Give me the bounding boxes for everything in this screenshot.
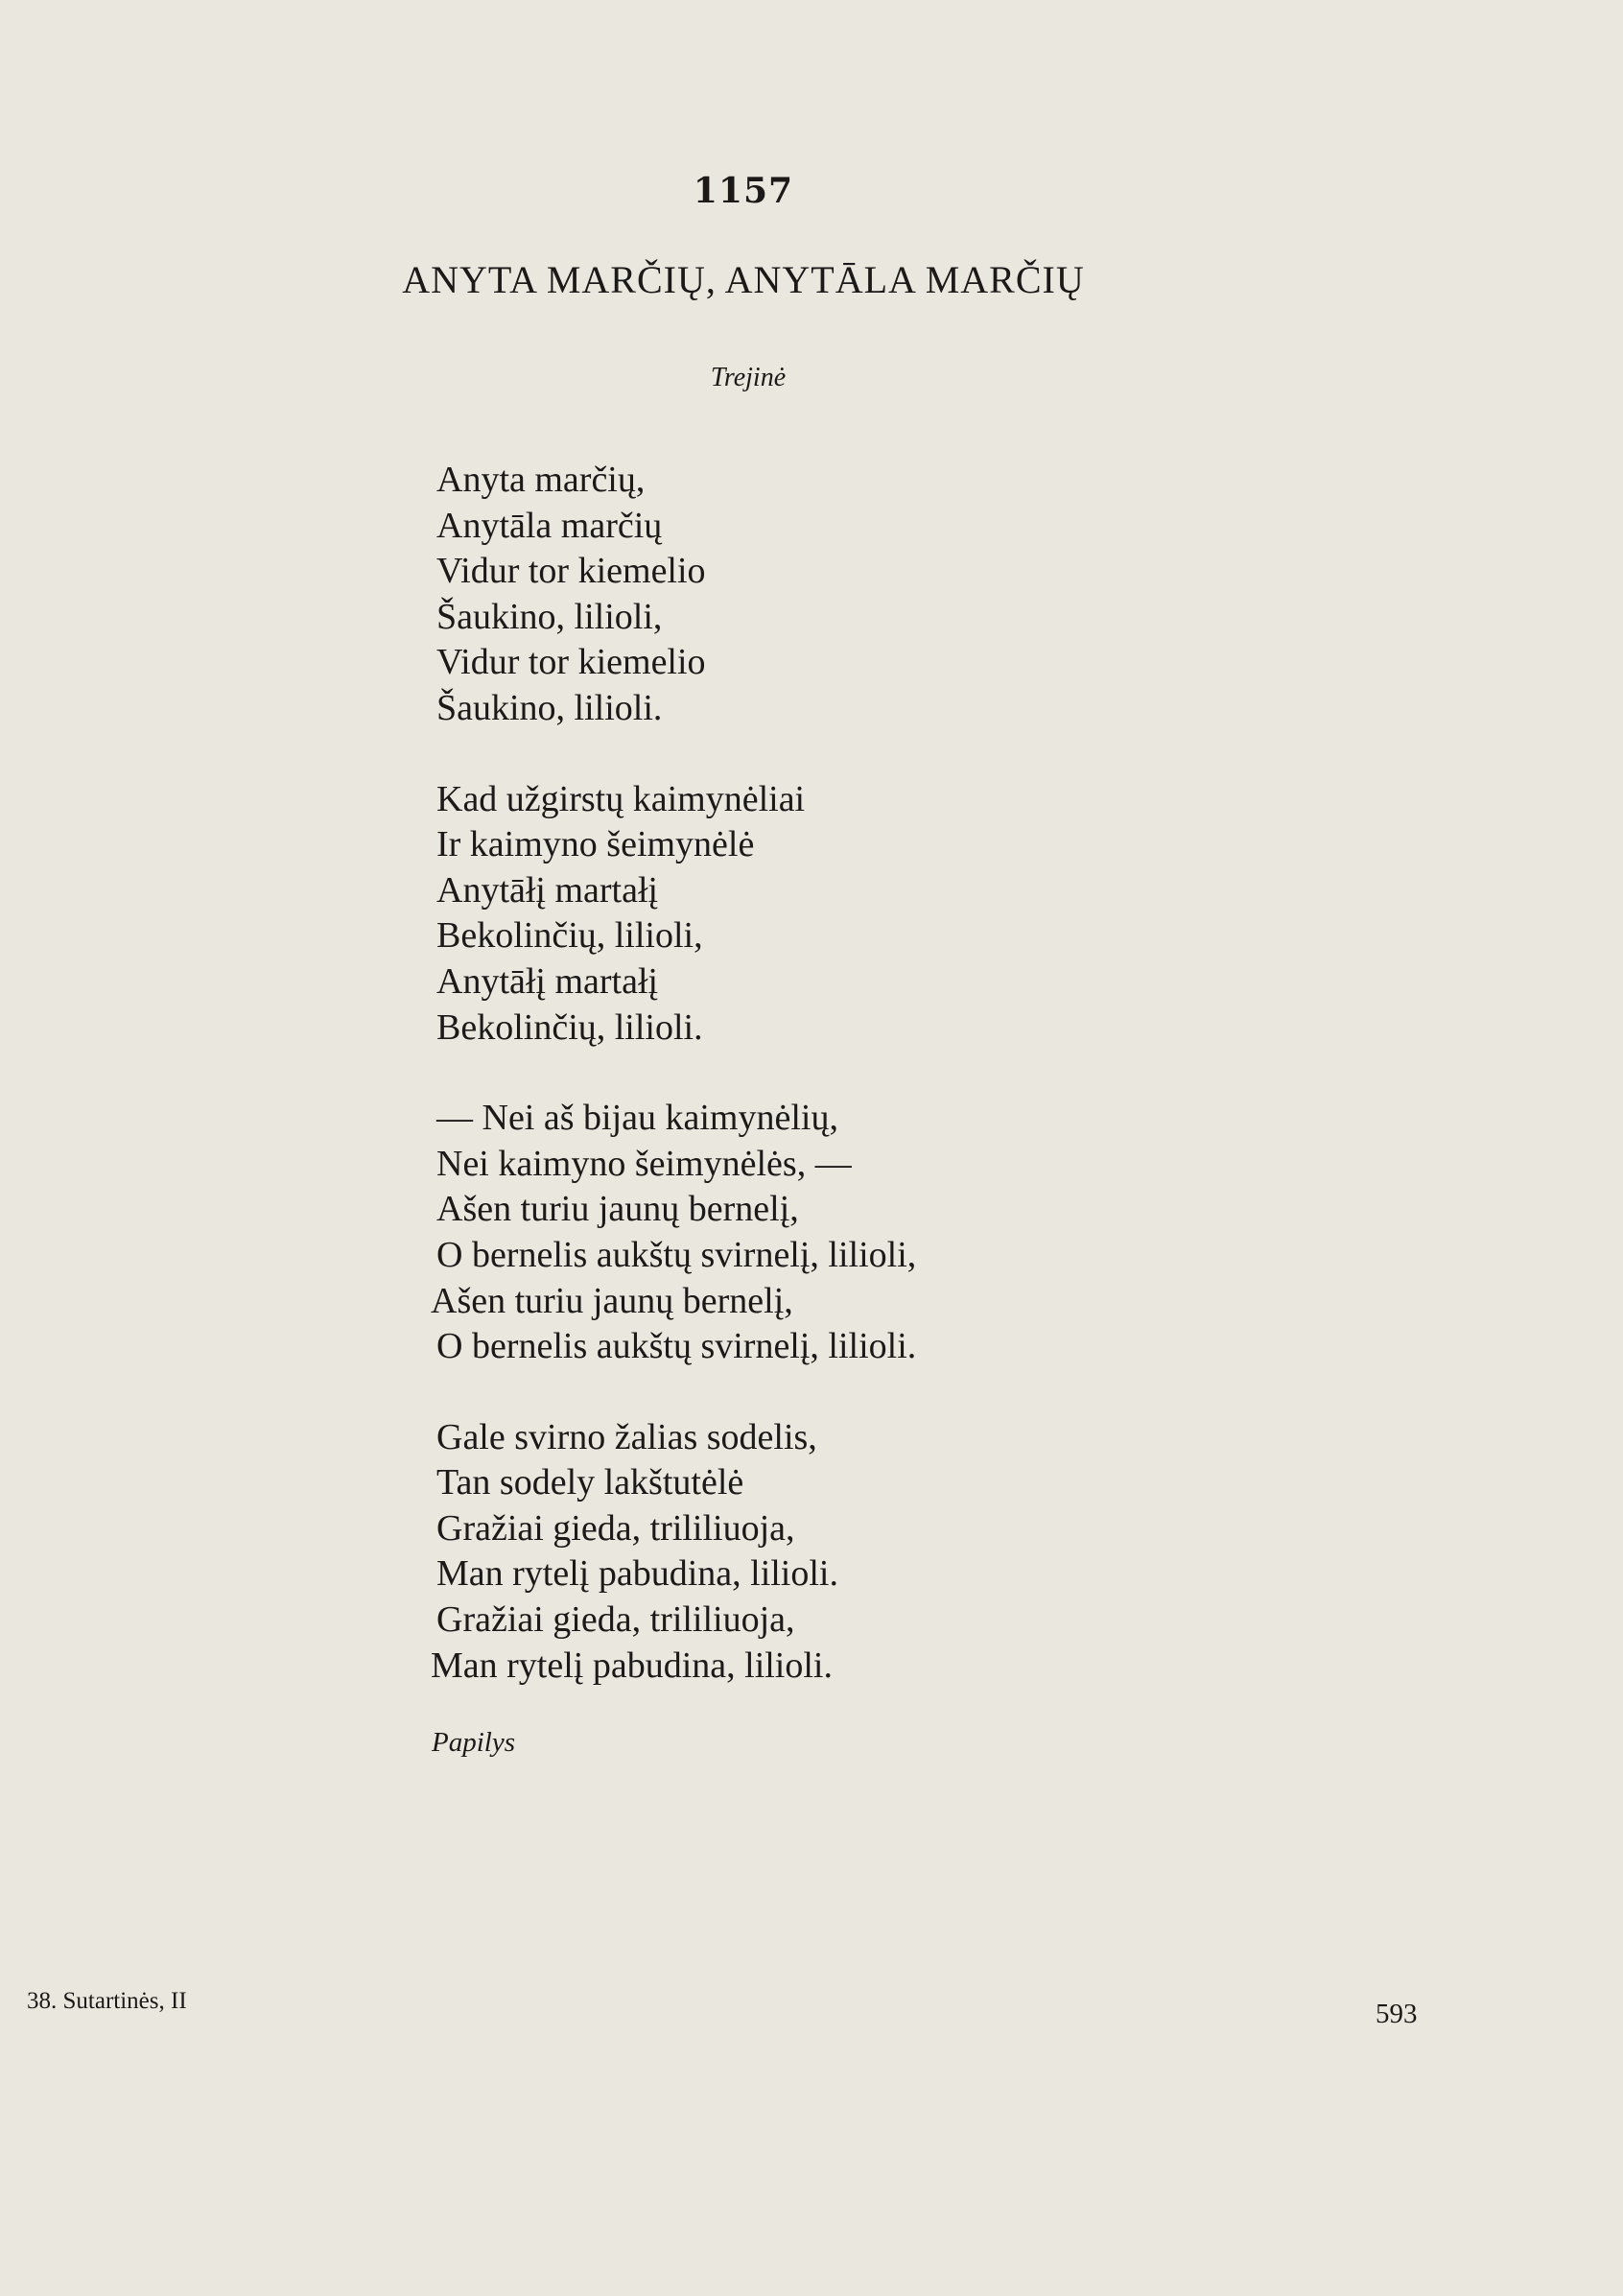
verse-line: Tan sodely lakštutėlė [436, 1462, 744, 1503]
verse-line: Šaukino, lilioli, [436, 596, 663, 637]
verse-line: O bernelis aukštų svirnelį, lilioli, [436, 1234, 917, 1275]
verse-line: Gražiai gieda, trililiuoja, [436, 1599, 795, 1641]
verse-line: Anytāłį martałį [436, 960, 659, 1002]
verse-line: Ašen turiu jaunų bernelį, [431, 1280, 793, 1321]
stanza-4 [431, 1415, 916, 1690]
song-title: ANYTA MARČIŲ, ANYTĀLA MARČIŲ [402, 258, 1085, 301]
verse-line: Ir kaimyno šeimynėlė [436, 824, 755, 865]
song-subtitle: Trejinė [710, 363, 787, 392]
verse-line: Gražiai gieda, trililiuoja, [436, 1507, 795, 1549]
verse-line: Vidur tor kiemelio [436, 551, 706, 592]
verse-line: Bekolinčių, lilioli, [436, 915, 703, 957]
verse-line: Man rytelį pabudina, lilioli. [431, 1645, 833, 1686]
verse-line: Bekolinčių, lilioli. [436, 1006, 703, 1048]
verse-line: — Nei aš bijau kaimynėlių, [436, 1098, 838, 1139]
recording-place: Papilys [432, 1727, 515, 1758]
verse-line: Kad užgirstų kaimynėliai [436, 778, 806, 819]
stanza-3 [431, 1096, 917, 1370]
verse-line: Šaukino, lilioli. [436, 687, 663, 728]
verse-line: Anyta marčių, [436, 460, 646, 500]
song-verses [431, 458, 917, 1734]
stanza-2 [436, 777, 916, 1052]
stanza-1 [436, 458, 916, 732]
page-number: 593 [1376, 1999, 1418, 2029]
verse-line: O bernelis aukštų svirnelį, lilioli. [436, 1326, 917, 1367]
song-number: 1157 [693, 171, 794, 211]
signature-mark: 38. Sutartinės, II [27, 1988, 187, 2014]
verse-line: Gale svirno žalias sodelis, [436, 1416, 817, 1457]
verse-line: Nei kaimyno šeimynėlės, — [436, 1143, 852, 1184]
verse-line: Anytāłį martałį [436, 869, 659, 911]
verse-line: Anytāla marčių [436, 505, 663, 546]
verse-line: Ašen turiu jaunų bernelį, [436, 1189, 799, 1230]
verse-line: Man rytelį pabudina, lilioli. [436, 1553, 838, 1595]
verse-line: Vidur tor kiemelio [436, 642, 706, 683]
